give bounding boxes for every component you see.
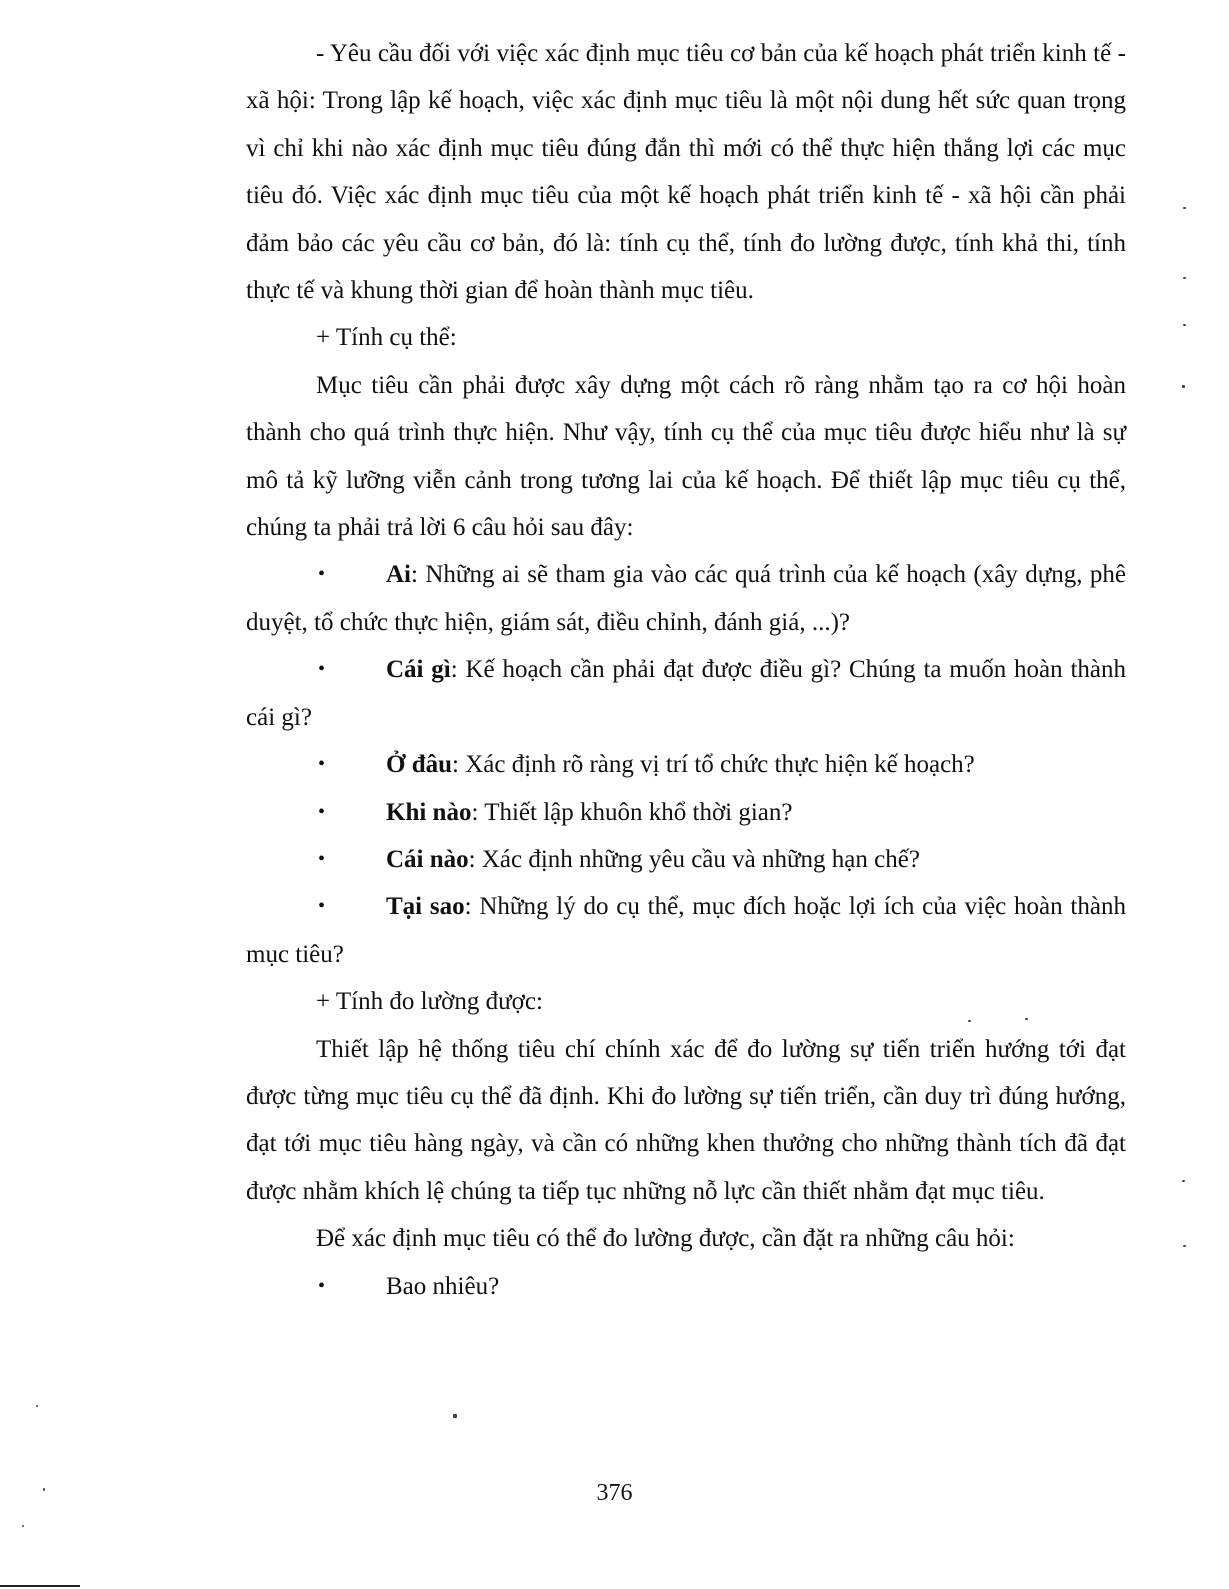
scan-speck (1183, 324, 1186, 326)
list-item-term: Ở đâu (386, 751, 453, 779)
list-item-text: : Những lý do cụ thể, mục đích hoặc lợi ích của việc hoàn thành mục tiêu? (246, 893, 1126, 968)
list-item-text: : Những ai sẽ tham gia vào các quá trình của kế hoạch (xây dựng, phê duyệt, tổ chức thực hiện, giám sát, điều chỉnh, đánh giá, ...)? (246, 561, 1126, 636)
list-item (246, 836, 1126, 883)
scan-speck (1182, 1180, 1185, 1182)
list-item-text: : Kế hoạch cần phải đạt được điều gì? Chúng ta muốn hoàn thành cái gì? (246, 656, 1126, 731)
scan-speck (1183, 207, 1186, 209)
paragraph-measurability: Thiết lập hệ thống tiêu chí chính xác để đo lường sự tiến triển hướng tới đạt được từng mục tiêu cụ thể đã định. Khi đo lường sự tiến triển, cần duy trì đúng hướng, đạt tới mục tiêu hàng ngày, và cần có những khen thưởng cho những thành tích đã đạt được nhằm khích lệ chúng ta tiếp tục những nỗ lực cần thiết nhằm đạt mục tiêu. (246, 1035, 1126, 1205)
paragraph-requirements: - Yêu cầu đối với việc xác định mục tiêu cơ bản của kế hoạch phát triển kinh tế - xã hội: Trong lập kế hoạch, việc xác định mục tiêu là một nội dung hết sức quan trọng vì chỉ khi nào xác định mục tiêu đúng đắn thì mới có thể thực hiện thắng lợi các mục tiêu đó. Việc xác định mục tiêu của một kế hoạch phát triển kinh tế - xã hội cần phải đảm bảo các yêu cầu cơ bản, đó là: tính cụ thể, tính đo lường được, tính khả thi, tính thực tế và khung thời gian để hoàn thành mục tiêu. (246, 40, 1126, 305)
list-item (246, 551, 1126, 646)
list-item (246, 789, 1126, 836)
bullet-icon: • (318, 1274, 326, 1297)
list-item-text: : Thiết lập khuôn khổ thời gian? (471, 798, 793, 826)
scan-speck (1182, 385, 1185, 388)
list-item (246, 1263, 1126, 1310)
paragraph-questions-intro: Để xác định mục tiêu có thể đo lường được, cần đặt ra những câu hỏi: (316, 1225, 1015, 1253)
bullet-icon: • (318, 563, 326, 586)
bullet-icon: • (318, 895, 326, 918)
scan-speck (1183, 277, 1186, 279)
list-item-term: Ai (386, 561, 411, 589)
scan-speck (1025, 1018, 1028, 1020)
scan-speck (43, 1488, 45, 1491)
list-item-term: Tại sao (386, 893, 465, 921)
bottom-rule (0, 1585, 80, 1587)
list-item-term: Cái gì (386, 656, 451, 684)
list-item (246, 646, 1126, 741)
list-item-term: Khi nào (386, 798, 472, 826)
list-item (246, 741, 1126, 788)
bullet-icon: • (318, 753, 326, 776)
list-item-text: Bao nhiêu? (386, 1272, 500, 1300)
heading-specificity: + Tính cụ thể: (316, 324, 457, 352)
scan-speck (453, 1414, 457, 1418)
scan-speck (1183, 1245, 1186, 1247)
list-item-term: Cái nào (386, 845, 469, 873)
page-number: 376 (596, 1480, 633, 1506)
list-item-text: : Xác định những yêu cầu và những hạn chế? (468, 845, 920, 873)
scan-speck (968, 1020, 971, 1022)
bullet-icon: • (318, 847, 326, 870)
scan-speck (22, 1525, 24, 1527)
document-page (246, 30, 1126, 1310)
list-item (246, 883, 1126, 978)
bullet-icon: • (318, 658, 326, 681)
bullet-icon: • (318, 800, 326, 823)
paragraph-specificity: Mục tiêu cần phải được xây dựng một cách rõ ràng nhằm tạo ra cơ hội hoàn thành cho quá trình thực hiện. Như vậy, tính cụ thể của mục tiêu được hiểu như là sự mô tả kỹ lưỡng viễn cảnh trong tương lai của kế hoạch. Để thiết lập mục tiêu cụ thể, chúng ta phải trả lời 6 câu hỏi sau đây: (246, 371, 1126, 542)
scan-speck (36, 1405, 38, 1407)
list-item-text: : Xác định rõ ràng vị trí tổ chức thực hiện kế hoạch? (452, 751, 975, 779)
heading-measurability: + Tính đo lường được: (316, 988, 543, 1016)
